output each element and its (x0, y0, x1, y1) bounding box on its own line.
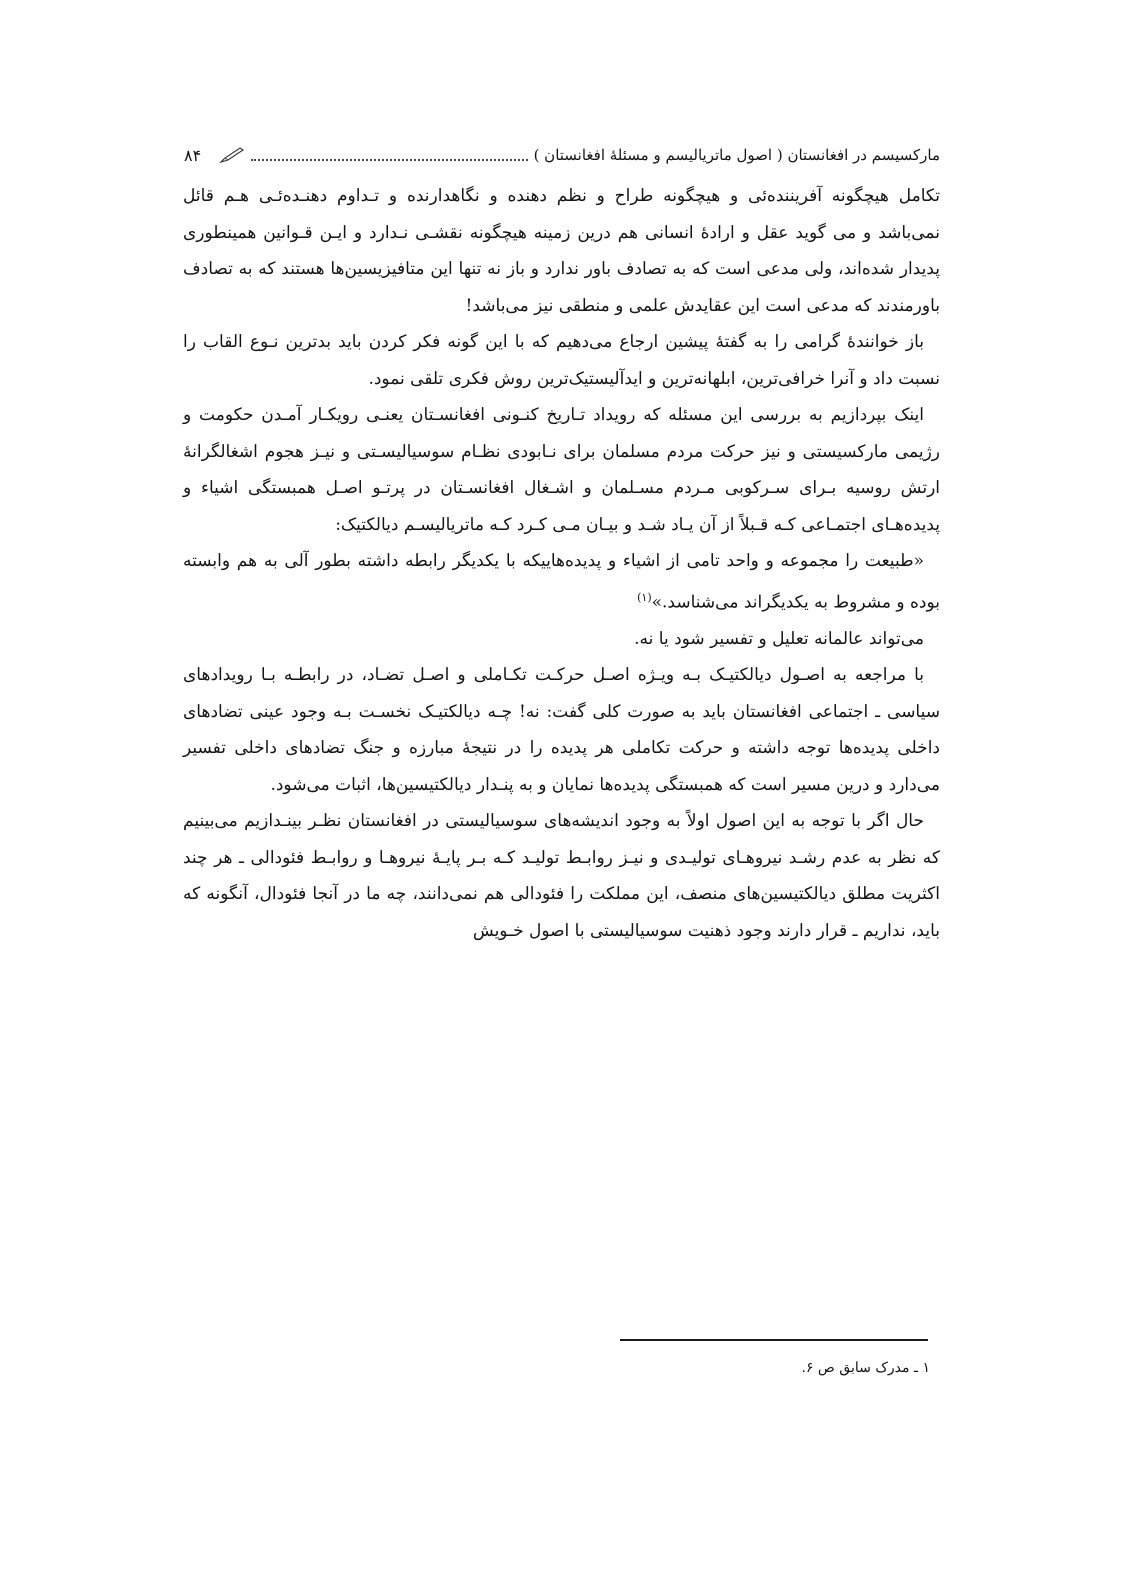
paragraph: با مراجعه به اصـول دیالکتیـک بـه ویـژه اصـل حرکـت تکـاملی و اصـل تضـاد، در رابطـه بـا رویدادهای سیاسی ـ اجتماعی افغانستان باید به صورت کلی گفت: نه! چـه دیالکتیـک نخسـت بـه وجود عینی تضادهای داخلی پدیده‌ها توجه داشته و حرکت تکاملی هر پدیده را در نتیجهٔ مبارزه و جنگ تضادهای داخلی تفسیر می‌دارد و درین مسیر است که همبستگی پدیده‌ها نمایان و به پنـدار دیالکتیسین‌ها، اثبات می‌شود. (183, 665, 940, 795)
running-header (180, 140, 940, 170)
quote-text: «طبیعت را مجموعه و واحد تامی از اشیاء و پدیده‌هاییکه با یکدیگر رابطه داشته بطور آلی به هم وابسته بوده و مشروط به یکدیگراند می‌شناسد.» (183, 551, 940, 613)
paragraph: اینک بپردازیم به بررسی این مسئله که رویداد تـاریخ کنـونی افغانسـتان یعنـی رویکـار آمـدن حکومت و رژیمی مارکسیستی و نیز حرکت مردم مسلمان برای نـابودی نظـام سوسیالیسـتی و نیـز هجوم اشغالگرانهٔ ارتش روسیه بـرای سـرکوبی مـردم مسـلمان و اشـغال افغانسـتان در پرتـو اصـل همبستگی اشیاء و پدیده‌هـای اجتمـاعی کـه قـبلاً از آن یـاد شـد و بیـان مـی کـرد کـه ماتریالیسـم دیالکتیک: (183, 405, 940, 535)
paragraph: حال اگر با توجه به این اصول اولاً به وجود اندیشه‌های سوسیالیستی در افغانستان نظـر بینـدازیم می‌بینیم که نظر به عدم رشـد نیروهـای تولیـدی و نیـز روابـط تولیـد کـه بـر پایـهٔ نیروهـا و روابـط فئودالی ـ هر چند اکثریت مطلق دیالکتیسین‌های منصف، این مملکت را فئودالی هم نمی‌دانند، چه ما در آنجا فئودال، آنگونه که باید، نداریم ـ قرار دارند وجود ذهنیت سوسیالیستی با اصول خـویش (183, 811, 940, 941)
footnote-reference: (۱) (637, 590, 652, 604)
paragraph-continuation: تکامل هیچگونه آفریننده‌ئی و هیچگونه طراح و نظم دهنده و نگاهدارنده و تـداوم دهنـده‌ئـی هـم قائل نمی‌باشد و می گوید عقل و ارادهٔ انسانی هم درین زمینه هیچگونه نقشـی نـدارد و ایـن قـوانین همینطوری پدیدار شده‌اند، ولی مدعی است که به تصادف باور ندارد و باز نه تنها این متافیزیسین‌ها هستند که به تصادف باورمندند که مدعی است این عقایدش علمی و منطقی نیز می‌باشد! (183, 186, 940, 316)
running-title: مارکسیسم در افغانستان ( اصول ماتریالیسم و مسئلهٔ افغانستان ) (533, 146, 940, 164)
body-text (183, 178, 940, 949)
pen-icon (219, 146, 245, 164)
footnote-separator (620, 1339, 928, 1341)
page-number: ۸۴ (184, 145, 202, 165)
block-quote (183, 543, 940, 621)
footnote: ۱ ـ مدرک سابق ص ۶. (801, 1360, 930, 1376)
header-dotted-leader (251, 149, 527, 161)
paragraph: باز خوانندهٔ گرامی را به گفتهٔ پیشین ارجاع می‌دهیم که با این گونه فکر کردن باید بدترین نـوع القاب را نسبت داد و آنرا خرافی‌ترین، ابلهانه‌ترین و ایدآلیستیک‌ترین روش فکری تلقی نمود. (183, 332, 940, 389)
paragraph: می‌تواند عالمانه تعلیل و تفسیر شود یا نه. (634, 628, 924, 649)
